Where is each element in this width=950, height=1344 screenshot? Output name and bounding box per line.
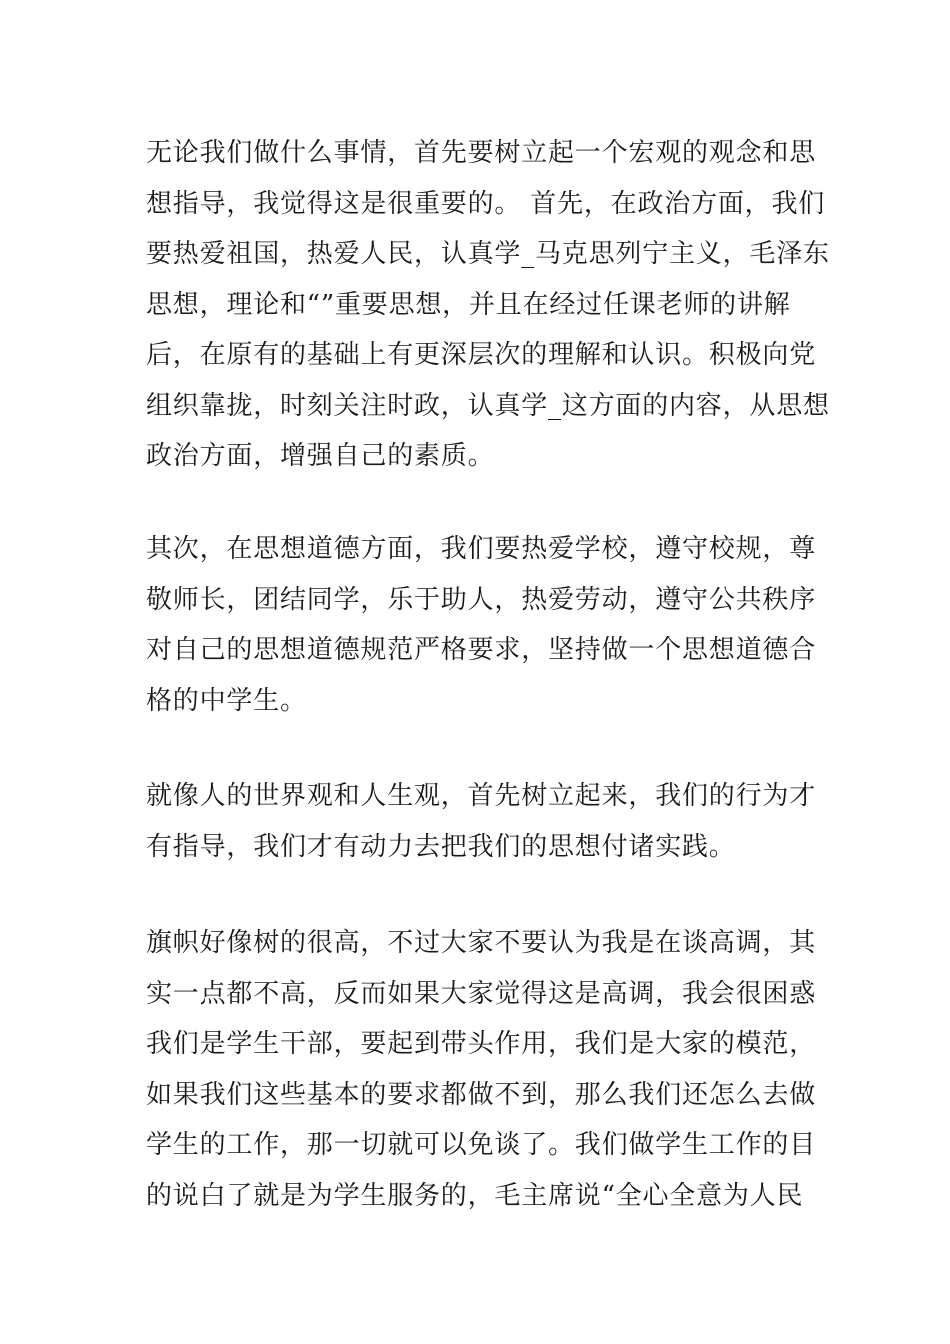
text-line: 敬师长，团结同学，乐于助人，热爱劳动，遵守公共秩序 — [146, 584, 817, 615]
text-line: 学生的工作，那一切就可以免谈了。我们做学生工作的目 — [146, 1130, 817, 1160]
text-line: 我们是学生干部，要起到带头作用，我们是大家的模范， — [146, 1029, 817, 1059]
text-line: 想指导，我觉得这是很重要的。 首先，在政治方面，我们 — [146, 188, 826, 219]
paragraph-1 — [146, 128, 830, 482]
text-line: 政治方面，增强自己的素质。 — [146, 441, 495, 471]
text-line: 格的中学生。 — [146, 685, 307, 716]
text-line: 的说白了就是为学生服务的，毛主席说“全心全意为人民 — [146, 1180, 804, 1211]
text-line: 无论我们做什么事情，首先要树立起一个宏观的观念和思 — [146, 138, 817, 168]
text-line: 后，在原有的基础上有更深层次的理解和认识。积极向党 — [146, 340, 817, 370]
text-line: 其次，在思想道德方面，我们要热爱学校，遵守校规，尊 — [146, 534, 817, 564]
text-line: 思想，理论和“”重要思想，并且在经过任课老师的讲解 — [146, 289, 791, 320]
paragraph-2 — [146, 524, 817, 726]
text-line: 如果我们这些基本的要求都做不到，那么我们还怎么去做 — [146, 1079, 817, 1110]
text-line: 要热爱祖国，热爱人民，认真学_马克思列宁主义，毛泽东 — [146, 239, 830, 269]
paragraph-3 — [146, 771, 817, 872]
text-line: 就像人的世界观和人生观，首先树立起来，我们的行为才 — [146, 781, 817, 811]
text-line: 实一点都不高，反而如果大家觉得这是高调，我会很困惑 — [146, 978, 817, 1009]
text-line: 对自己的思想道德规范严格要求，坚持做一个思想道德合 — [146, 635, 817, 665]
text-line: 有指导，我们才有动力去把我们的思想付诸实践。 — [146, 831, 736, 862]
text-line: 组织靠拢，时刻关注时政，认真学_这方面的内容，从思想 — [146, 390, 830, 421]
text-line: 旗帜好像树的很高，不过大家不要认为我是在谈高调，其 — [146, 928, 817, 958]
paragraph-4 — [146, 918, 817, 1221]
